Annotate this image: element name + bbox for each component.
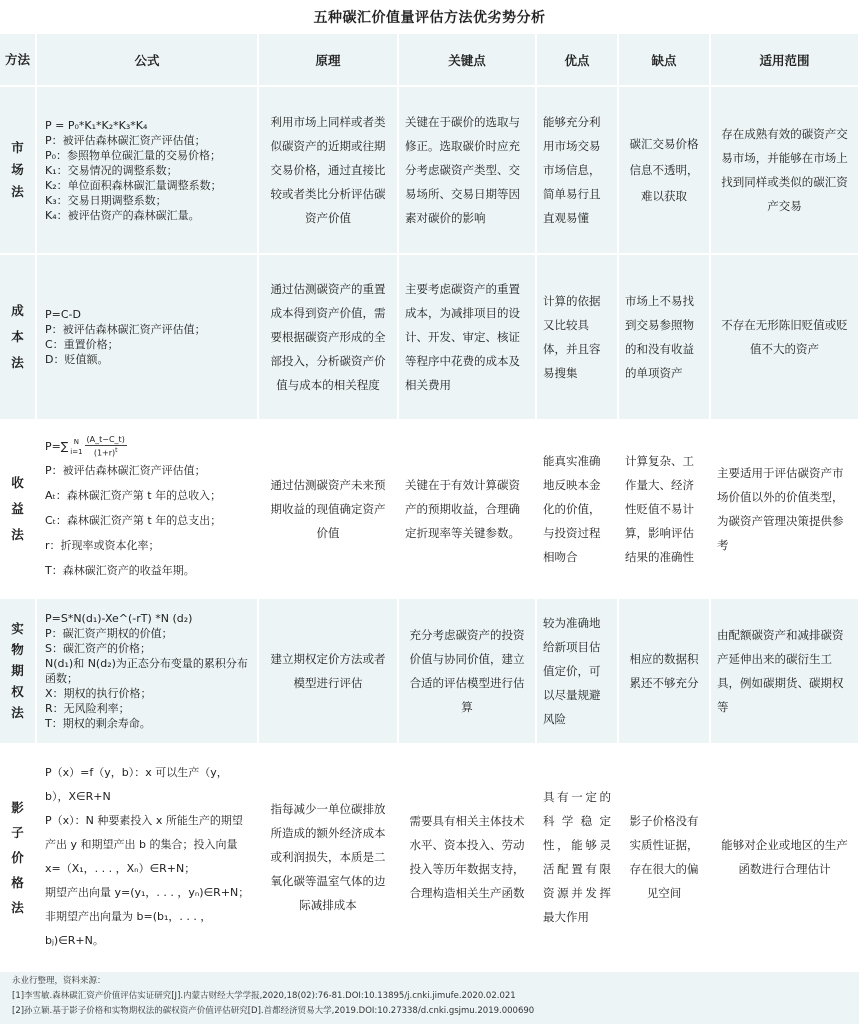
- header-pros: 优点: [536, 34, 618, 86]
- pros-cell: 能真实准确地反映本金化的价值，与投资过程相吻合: [536, 420, 618, 598]
- formula-cell: [36, 86, 258, 254]
- sum-head: P=∑: [45, 439, 69, 453]
- table-row: [0, 86, 859, 254]
- method-name: 影子价格法: [11, 799, 24, 915]
- method-name: 收益法: [11, 475, 24, 542]
- formula-line: S：碳汇资产的价格；: [45, 642, 151, 655]
- formula-line: R：无风险利率；: [45, 702, 130, 715]
- header-cons: 缺点: [618, 34, 710, 86]
- method-name: 市场法: [11, 140, 24, 199]
- pros-cell: 能够充分利用市场交易市场信息，简单易行且直观易懂: [536, 86, 618, 254]
- key-cell: 关键在于碳价的选取与修正。选取碳价时应充分考虑碳资产类型、交易场所、交易日期等因素对碳价的影响: [398, 86, 536, 254]
- formula-line: K₂：单位面积森林碳汇量调整系数；: [45, 178, 222, 192]
- key-cell: 关键在于有效计算碳资产的预期收益，合理确定折现率等关键参数。: [398, 420, 536, 598]
- formula-line: X：期权的执行价格；: [45, 687, 152, 700]
- table-row: [0, 420, 859, 598]
- formula-line: Aₜ：森林碳汇资产第 t 年的总收入；: [45, 489, 222, 503]
- formula-line: N(d₁)和 N(d₂)为正态分布变量的累积分布函数；: [45, 657, 248, 685]
- key-cell: 需要具有相关主体技术水平、资本投入、劳动投入等历年数据支持，合理构造相关生产函数: [398, 744, 536, 970]
- method-name: 实物期权法: [11, 621, 24, 720]
- header-formula: 公式: [36, 34, 258, 86]
- footer-reference-1: [1]李雪敏.森林碳汇资产价值评估实证研究[J].内蒙古财经大学学报,2020,18(02):76-81.DOI:10.13895/j.cnki.jimufe.2020.02.021: [12, 991, 516, 1001]
- method-cell: [0, 420, 36, 598]
- header-method: 方法: [0, 34, 36, 86]
- formula-line: P=S*N(d₁)-Xe^(-rT) *N (d₂): [45, 612, 193, 625]
- method-cell: [0, 254, 36, 420]
- formula-line: T：森林碳汇资产的收益年期。: [45, 564, 195, 578]
- scope-cell: 能够对企业或地区的生产函数进行合理估计: [710, 744, 859, 970]
- table-row: [0, 598, 859, 744]
- formula-line: D：贬值额。: [45, 353, 109, 366]
- formula-line: P（x）=f（y，b）：x 可以生产（y，b），X∈R+N: [45, 766, 228, 803]
- formula-line: P₀：参照物单位碳汇量的交易价格；: [45, 148, 222, 162]
- sum-lower: i=1: [70, 447, 83, 456]
- formula-cell: [36, 420, 258, 598]
- header-key: 关键点: [398, 34, 536, 86]
- footer-reference-2: [2]孙立颖.基于影子价格和实物期权法的碳权资产价值评估研究[D].首都经济贸易大学,2019.DOI:10.27338/d.cnki.gsjmu.2019.000690: [12, 1006, 535, 1016]
- sum-upper: N: [73, 437, 80, 446]
- table-title: 五种碳汇价值量评估方法优劣势分析: [313, 10, 546, 26]
- key-cell: 主要考虑碳资产的重置成本，为减排项目的设计、开发、审定、核证等程序中花费的成本及相关费用: [398, 254, 536, 420]
- formula-line: P：碳汇资产期权的价值；: [45, 627, 173, 640]
- source-footer: [0, 972, 859, 1024]
- principle-cell: 建立期权定价方法或者模型进行评估: [258, 598, 398, 744]
- cons-cell: 碳汇交易价格信息不透明，难以获取: [618, 86, 710, 254]
- header-scope: 适用范围: [710, 34, 859, 86]
- formula-line: K₃：交易日期调整系数；: [45, 193, 167, 207]
- scope-cell: 由配额碳资产和减排碳资产延伸出来的碳衍生工具，例如碳期货、碳期权等: [710, 598, 859, 744]
- formula-line: T：期权的剩余寿命。: [45, 717, 151, 730]
- fraction-denominator: $(1+r)^t$: [93, 446, 118, 458]
- scope-cell: 存在成熟有效的碳资产交易市场，并能够在市场上找到同样或类似的碳汇资产交易: [710, 86, 859, 254]
- cons-cell: 相应的数据积累还不够充分: [618, 598, 710, 744]
- principle-cell: 通过估测碳资产未来预期收益的现值确定资产价值: [258, 420, 398, 598]
- principle-cell: 通过估测碳资产的重置成本得到资产价值，需要根据碳资产形成的全部投入，分析碳资产价值与成本的相关程度: [258, 254, 398, 420]
- formula-line: C：重置价格；: [45, 338, 119, 351]
- formula-line: Cₜ：森林碳汇资产第 t 年的总支出；: [45, 514, 222, 528]
- cons-cell: 计算复杂、工作量大、经济性贬值不易计算，影响评估结果的准确性: [618, 420, 710, 598]
- method-cell: [0, 744, 36, 970]
- formula-line: 非期望产出向量为 b=(b₁，. . . ，bⱼ)∈R+N。: [45, 910, 212, 947]
- cons-cell: 市场上不易找到交易参照物的和没有收益的单项资产: [618, 254, 710, 420]
- fraction-numerator: (A_t−C_t): [86, 434, 125, 444]
- scope-cell: 不存在无形陈旧贬值或贬值不大的资产: [710, 254, 859, 420]
- formula-line: P：被评估森林碳汇资产评估值；: [45, 464, 206, 478]
- fraction: [85, 435, 127, 459]
- formula-line: K₁：交易情况的调整系数；: [45, 163, 178, 177]
- formula-line: P=C-D: [45, 308, 81, 321]
- table-row: [0, 254, 859, 420]
- header-principle: 原理: [258, 34, 398, 86]
- pros-cell: 较为准确地给新项目估值定价，可以尽量规避风险: [536, 598, 618, 744]
- cons-cell: 影子价格没有实质性证据，存在很大的偏见空间: [618, 744, 710, 970]
- formula-cell: [36, 598, 258, 744]
- pros-cell: 具有一定的科学稳定性，能够灵活配置有限资源并发挥最大作用: [536, 744, 618, 970]
- key-cell: 充分考虑碳资产的投资价值与协同价值，建立合适的评估模型进行估算: [398, 598, 536, 744]
- formula-line: P = P₀*K₁*K₂*K₃*K₄: [45, 118, 148, 132]
- method-name: 成本法: [11, 303, 24, 370]
- formula-cell: [36, 744, 258, 970]
- method-cell: [0, 598, 36, 744]
- formula-line: P（x）：N 种要素投入 x 所能生产的期望产出 y 和期望产出 b 的集合；投入向量 x=（X₁，. . . ，Xₙ）∈R+N；: [45, 814, 243, 875]
- method-cell: [0, 86, 36, 254]
- comparison-table: [0, 34, 859, 971]
- formula-sum: [45, 435, 251, 459]
- footer-line: 永业行整理，资料来源：: [12, 976, 106, 986]
- pros-cell: 计算的依据又比较具体，并且容易搜集: [536, 254, 618, 420]
- table-row: [0, 744, 859, 970]
- formula-line: 期望产出向量 y=(y₁，. . . ，yₙ)∈R+N；: [45, 886, 250, 899]
- sum-limits: [70, 437, 82, 457]
- formula-line: P：被评估森林碳汇资产评估值；: [45, 323, 206, 336]
- header-row: [0, 34, 859, 86]
- principle-cell: 指每减少一单位碳排放所造成的额外经济成本或利润损失，本质是二氧化碳等温室气体的边际减排成本: [258, 744, 398, 970]
- formula-line: K₄：被评估资产的森林碳汇量。: [45, 208, 200, 222]
- formula-cell: [36, 254, 258, 420]
- scope-cell: 主要适用于评估碳资产市场价值以外的价值类型，为碳资产管理决策提供参考: [710, 420, 859, 598]
- formula-line: r：折现率或资本化率；: [45, 539, 160, 553]
- principle-cell: 利用市场上同样或者类似碳资产的近期或往期交易价格，通过直接比较或者类比分析评估碳资产价值: [258, 86, 398, 254]
- formula-line: P：被评估森林碳汇资产评估值；: [45, 133, 206, 147]
